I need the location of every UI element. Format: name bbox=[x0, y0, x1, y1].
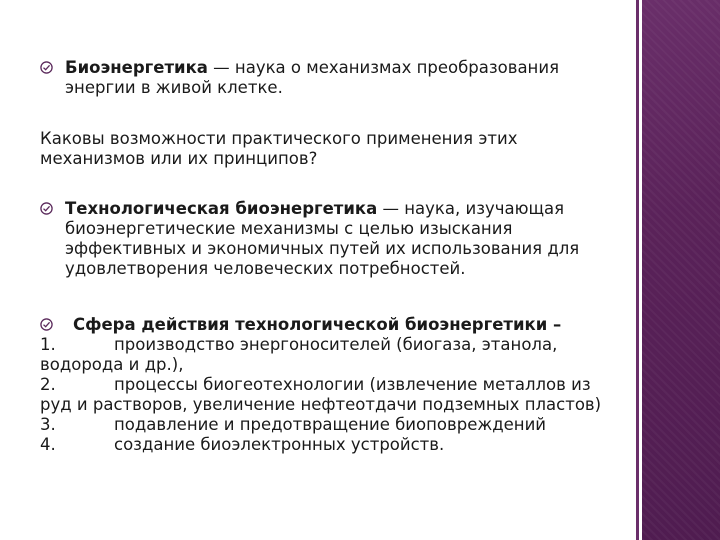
bullet-text: — наука о механизмах преобразования энергии в живой клетке. bbox=[65, 58, 559, 97]
list-number: 3. bbox=[40, 415, 56, 434]
list-number: 1. bbox=[40, 335, 56, 354]
circled-check-bullet-icon bbox=[40, 61, 53, 74]
list-item bbox=[40, 335, 620, 375]
scope-heading-text: Сфера действия технологической биоэнергетики – bbox=[73, 315, 562, 334]
bullet-scope-heading bbox=[40, 315, 620, 335]
bullet-term: Биоэнергетика bbox=[65, 58, 208, 77]
list-item bbox=[40, 375, 620, 415]
list-number: 2. bbox=[40, 375, 56, 394]
circled-check-bullet-icon bbox=[40, 202, 53, 215]
bullet-bioenergetics bbox=[40, 58, 620, 98]
bullet-term: Технологическая биоэнергетика bbox=[65, 199, 378, 218]
question-text: Каковы возможности практического применения этих механизмов или их принципов? bbox=[40, 129, 518, 168]
list-text: подавление и предотвращение биоповреждений bbox=[114, 415, 547, 434]
list-text: создание биоэлектронных устройств. bbox=[114, 435, 445, 454]
list-number: 4. bbox=[40, 435, 56, 454]
list-text: производство энергоносителей (биогаза, этанола, водорода и др.), bbox=[40, 335, 558, 374]
slide-content bbox=[40, 58, 620, 455]
side-divider bbox=[636, 0, 639, 540]
list-text: процессы биогеотехнологии (извлечение металлов из руд и растворов, увеличение нефтеотдачи подземных пластов) bbox=[40, 375, 602, 414]
bullet-text: — наука, изучающая биоэнергетические механизмы с целью изыскания эффективных и экономичных путей их использования для удовлетворения человеческих потребностей. bbox=[65, 199, 580, 278]
bullet-tech-bioenergetics bbox=[40, 199, 620, 279]
circled-check-bullet-icon bbox=[40, 318, 53, 331]
list-item bbox=[40, 435, 620, 455]
decorative-side-panel bbox=[642, 0, 720, 540]
list-item bbox=[40, 415, 620, 435]
